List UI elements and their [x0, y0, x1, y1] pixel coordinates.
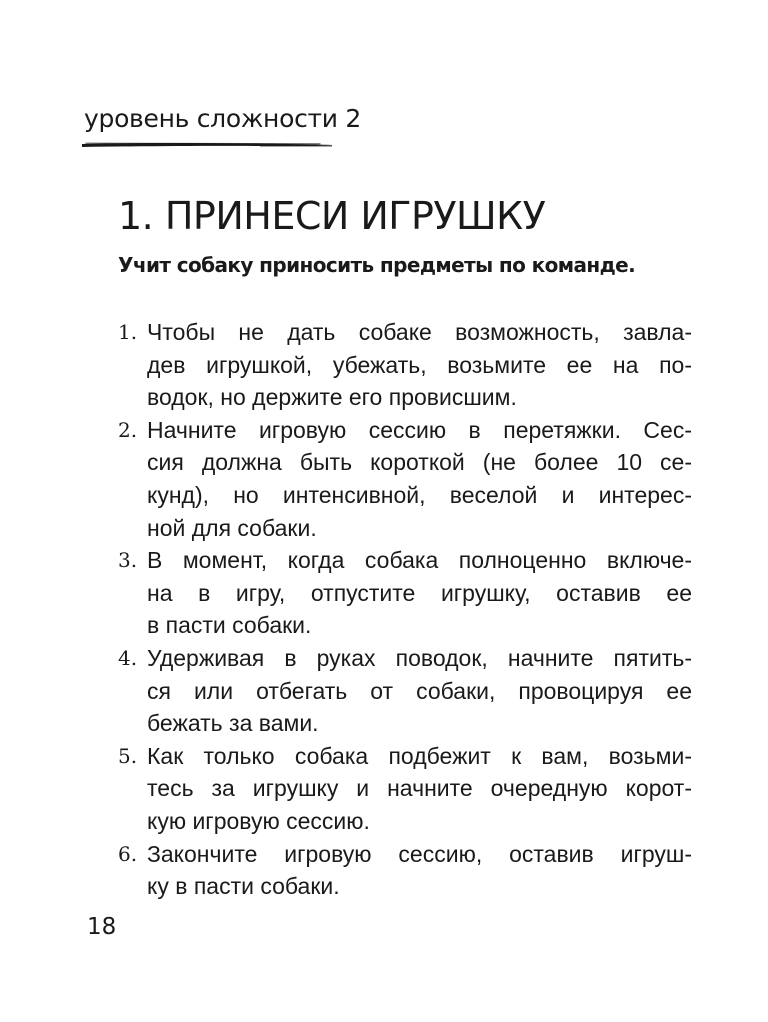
step-text-line: Как только собака подбежит к вам, возьми- — [147, 742, 692, 769]
step-number: 3. — [118, 548, 138, 573]
step-text-line: ной для собаки. — [147, 514, 317, 541]
step-text-line: тесь за игрушку и начните очередную корот- — [147, 775, 692, 802]
step-item — [118, 414, 692, 544]
step-text-line: дев игрушкой, убежать, возьмите ее на по- — [147, 351, 692, 378]
step-text-line: ку в пасти собаки. — [147, 873, 340, 900]
step-text-line: В момент, когда собака полноценно включе- — [147, 547, 692, 574]
steps-list — [118, 316, 692, 903]
header-underline — [80, 139, 334, 149]
step-text-line: Удерживая в руках поводок, начните пятить- — [147, 644, 692, 671]
step-item — [118, 740, 692, 838]
step-text-line: на в игру, отпустите игрушку, оставив ее — [147, 579, 692, 606]
step-text-line: в пасти собаки. — [147, 612, 312, 639]
step-number: 4. — [118, 645, 138, 670]
step-number: 2. — [118, 417, 138, 442]
level-header: уровень сложности 2 — [84, 104, 361, 133]
step-item — [118, 838, 692, 903]
step-text-line: кую игровую сессию. — [147, 807, 370, 834]
exercise-subtitle: Учит собаку приносить предметы по команде. — [118, 253, 636, 277]
exercise-title: 1. ПРИНЕСИ ИГРУШКУ — [118, 194, 546, 238]
page-number: 18 — [87, 914, 117, 940]
step-text-line: Закончите игровую сессию, оставив игруш- — [147, 840, 692, 867]
step-item — [118, 316, 692, 414]
step-text-line: Чтобы не дать собаке возможность, завла- — [147, 319, 692, 345]
step-text-line: бежать за вами. — [147, 710, 319, 737]
step-text-line: кунд), но интенсивной, веселой и интерес- — [147, 481, 692, 508]
step-text-line: ся или отбегать от собаки, провоцируя ее — [147, 677, 692, 704]
step-text-line: водок, но держите его провисшим. — [147, 384, 517, 411]
step-number: 5. — [118, 743, 138, 768]
step-item — [118, 642, 692, 740]
step-number: 6. — [118, 841, 138, 866]
step-text-line: Начните игровую сессию в перетяжки. Сес- — [147, 416, 692, 443]
step-text-line: сия должна быть короткой (не более 10 се- — [147, 449, 692, 476]
step-item — [118, 544, 692, 642]
step-number: 1. — [118, 320, 138, 344]
